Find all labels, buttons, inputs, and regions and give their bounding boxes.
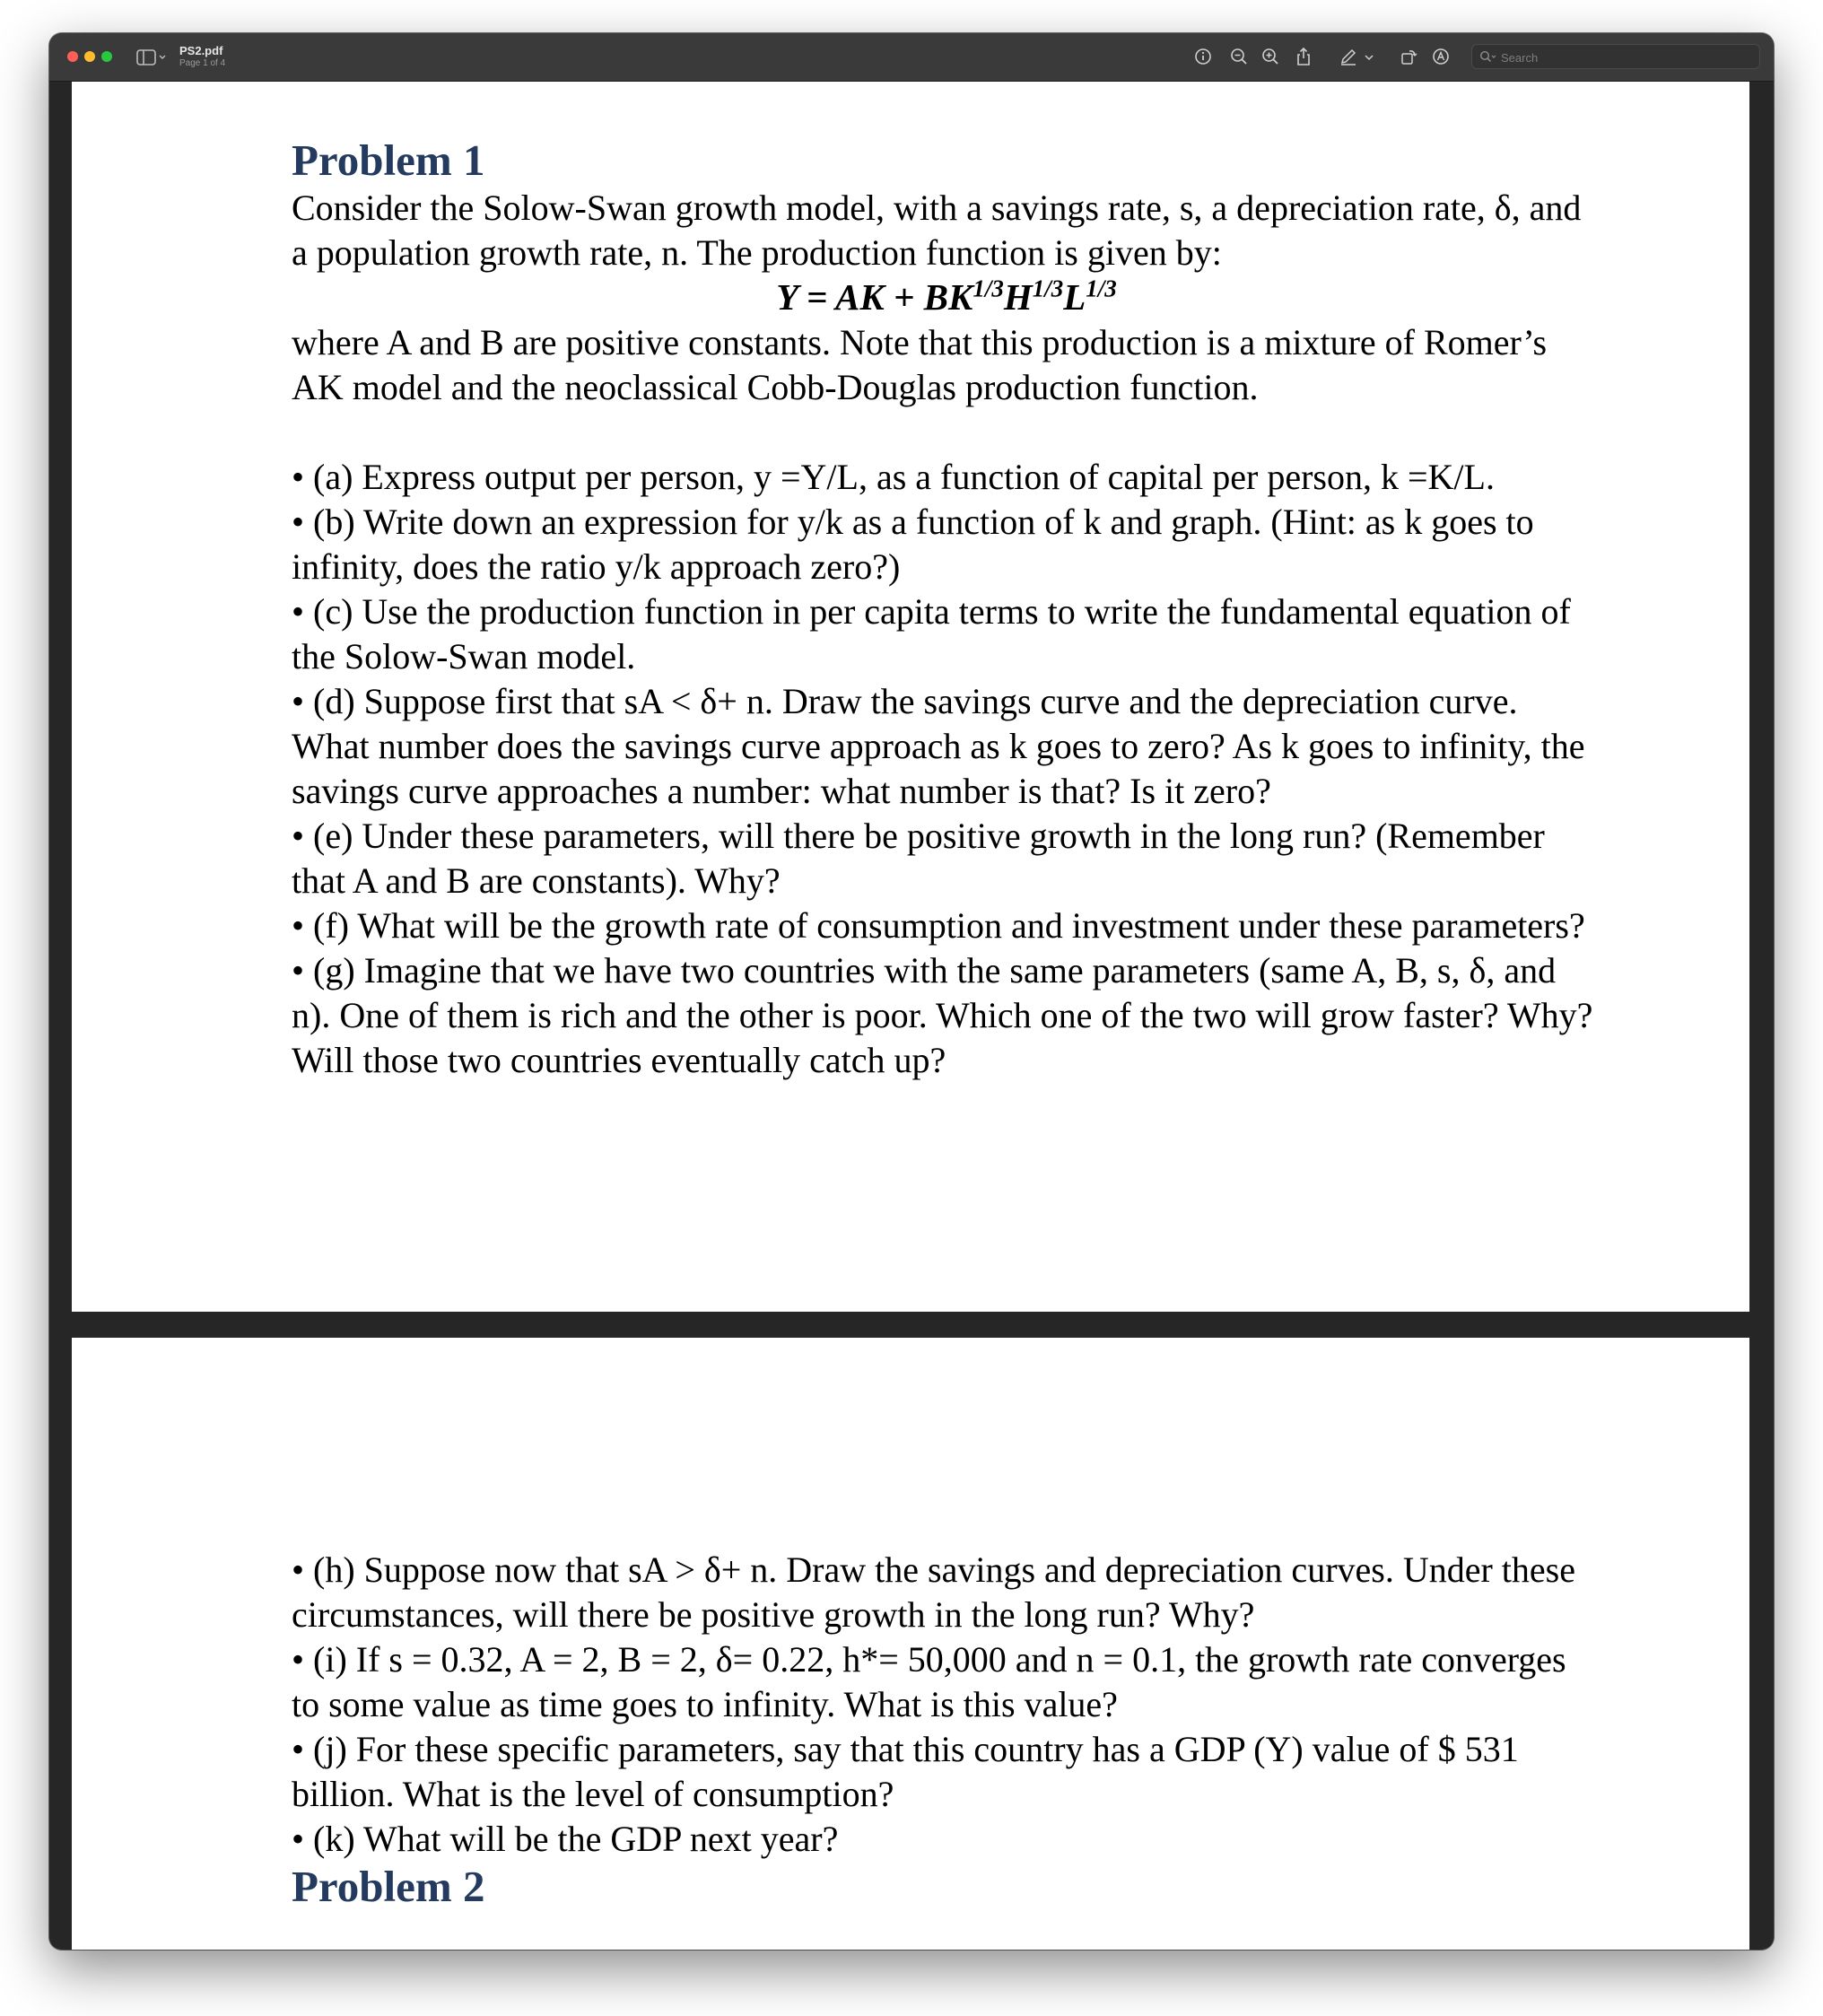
search-input[interactable] — [1499, 48, 1754, 66]
zoom-window-button[interactable] — [101, 51, 112, 62]
paragraph-spacer — [292, 410, 1601, 455]
question-b: • (b) Write down an expression for y/k as a function of k and graph. (Hint: as k goes to infinity, does the ratio y/k approach zero?) — [292, 502, 1534, 587]
question-f: • (f) What will be the growth rate of consumption and investment under these parameters? — [292, 905, 1585, 946]
eq-h: H — [1003, 276, 1033, 318]
chevron-down-icon[interactable] — [1363, 47, 1375, 66]
markup-icon[interactable] — [1339, 47, 1358, 66]
question-j: • (j) For these specific parameters, say that this country has a GDP (Y) value of $ 531 billion. What is the level of consumption? — [292, 1729, 1519, 1814]
pdf-page-1 — [72, 82, 1749, 1312]
page-indicator: Page 1 of 4 — [179, 58, 226, 68]
minimize-window-button[interactable] — [84, 51, 95, 62]
eq-base: Y = AK + BK — [776, 276, 973, 318]
title-bar — [49, 33, 1774, 82]
search-field[interactable] — [1471, 44, 1760, 69]
production-function-equation — [292, 274, 1601, 320]
share-icon[interactable] — [1294, 47, 1313, 66]
question-e: • (e) Under these parameters, will there be positive growth in the long run? (Remember that A and B are constants). Why? — [292, 816, 1545, 901]
zoom-in-icon[interactable] — [1260, 47, 1280, 66]
annotate-icon[interactable] — [1431, 47, 1451, 66]
eq-l: L — [1063, 276, 1086, 318]
preview-window — [49, 33, 1774, 1950]
page-2-content — [292, 1548, 1601, 1912]
question-h: • (h) Suppose now that sA > δ+ n. Draw the savings and depreciation curves. Under these circumstances, will there be positive growth in the long run? Why? — [292, 1549, 1575, 1635]
info-icon[interactable] — [1193, 47, 1213, 66]
sidebar-toggle-icon[interactable] — [136, 48, 170, 66]
document-title: PS2.pdf — [179, 44, 223, 57]
question-g: • (g) Imagine that we have two countries with the same parameters (same A, B, s, δ, and n). One of them is rich and the other is poor. Which one of the two will grow faster? Why? Will those two countries eventually catch up? — [292, 950, 1593, 1080]
problem-1-heading: Problem 1 — [292, 135, 485, 185]
question-d: • (d) Suppose first that sA < δ+ n. Draw the savings curve and the depreciation curve. What number does the savings curve approach as k goes to zero? As k goes to infinity, the savings curve approaches a number: what number is that? Is it zero? — [292, 681, 1585, 811]
problem-2-heading: Problem 2 — [292, 1862, 485, 1911]
eq-exp-k: 1/3 — [973, 275, 1004, 302]
rotate-icon[interactable] — [1399, 47, 1418, 66]
question-c: • (c) Use the production function in per capita terms to write the fundamental equation of the Solow-Swan model. — [292, 591, 1571, 676]
question-k: • (k) What will be the GDP next year? — [292, 1819, 839, 1859]
question-i: • (i) If s = 0.32, A = 2, B = 2, δ= 0.22, h*= 50,000 and n = 0.1, the growth rate converges to some value as time goes to infinity. What is this value? — [292, 1639, 1566, 1724]
equation-explanation: where A and B are positive constants. Note that this production is a mixture of Romer’s AK model and the neoclassical Cobb-Douglas production function. — [292, 322, 1548, 407]
pdf-page-2 — [72, 1338, 1749, 1950]
problem-intro: Consider the Solow-Swan growth model, with a savings rate, s, a depreciation rate, δ, and a population growth rate, n. The production function is given by: — [292, 188, 1582, 273]
eq-exp-l: 1/3 — [1086, 275, 1117, 302]
zoom-out-icon[interactable] — [1229, 47, 1249, 66]
question-a: • (a) Express output per person, y =Y/L, as a function of capital per person, k =K/L. — [292, 457, 1495, 497]
search-icon — [1479, 50, 1494, 65]
close-window-button[interactable] — [67, 51, 78, 62]
page-1-content — [292, 135, 1601, 1083]
eq-exp-h: 1/3 — [1032, 275, 1064, 302]
